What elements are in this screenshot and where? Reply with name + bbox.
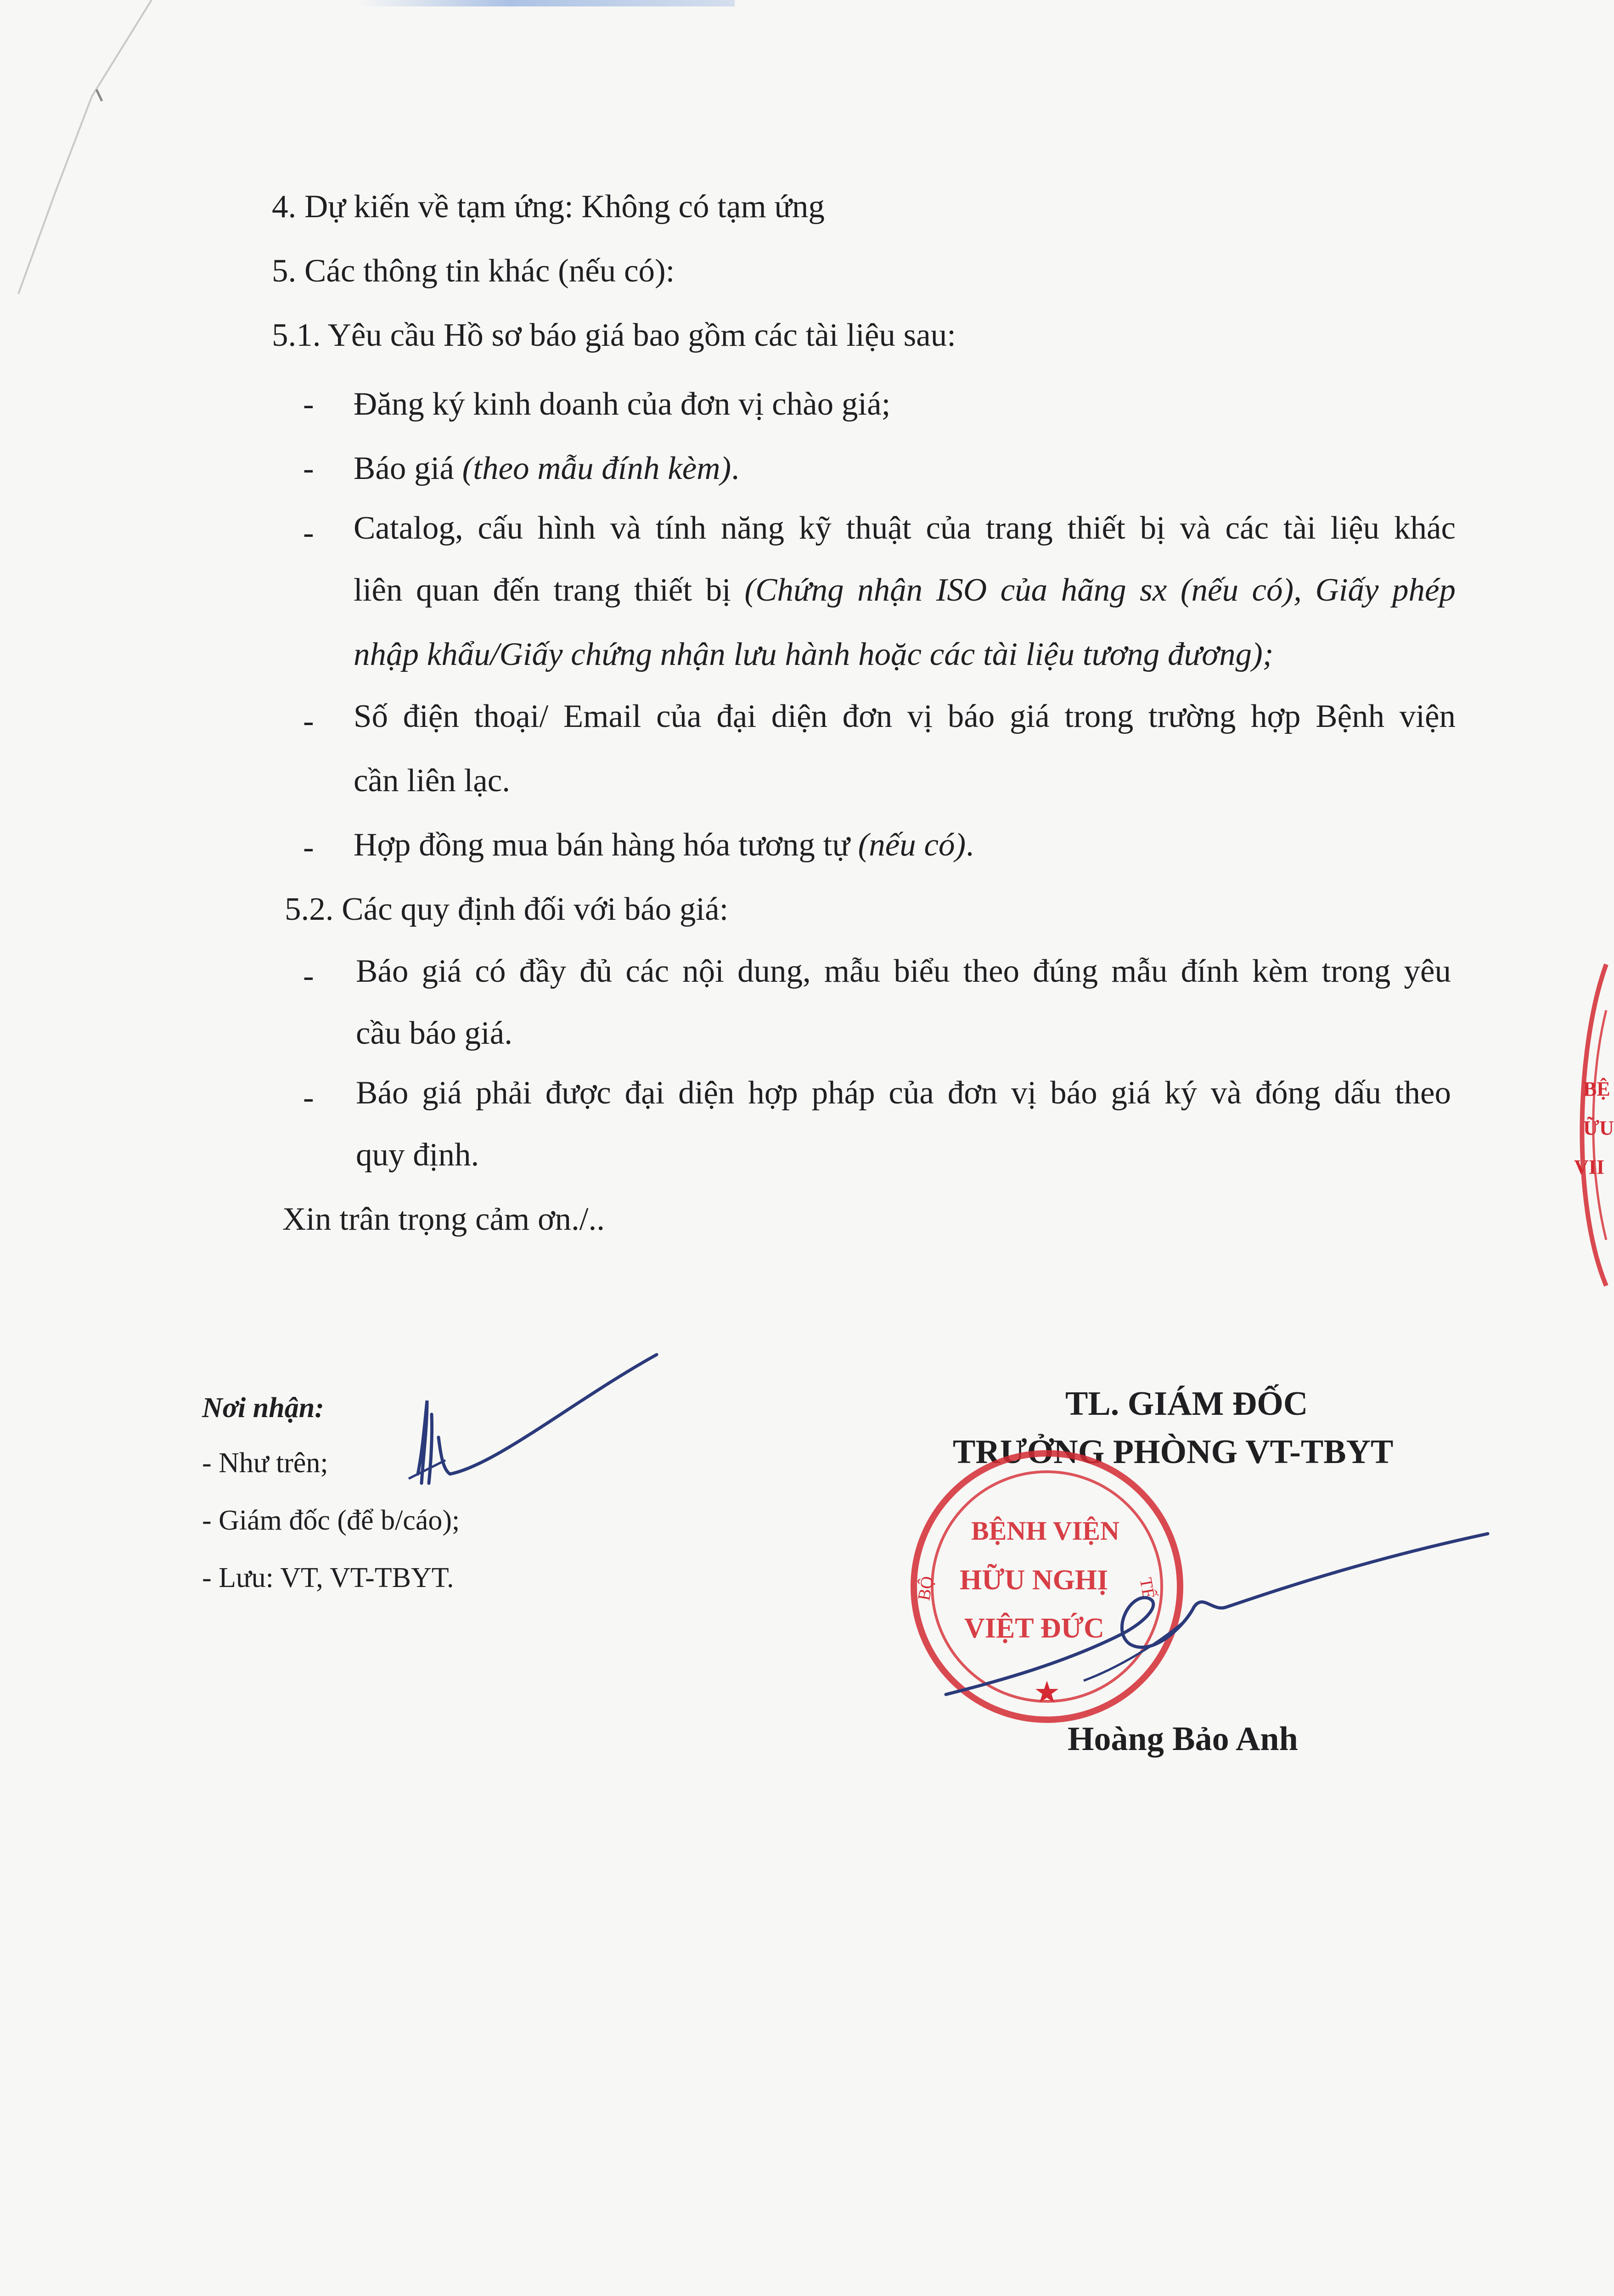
signatory-name: Hoàng Bảo Anh <box>1068 1720 1298 1758</box>
recipient-item: - Lưu: VT, VT-TBYT. <box>202 1562 454 1593</box>
list-item-italic: (Chứng nhận ISO của hãng sx (nếu có), Giấy phép <box>744 572 1456 608</box>
list-item-line <box>354 574 1456 607</box>
list-item-text: liên quan đến trang thiết bị <box>354 572 745 608</box>
list-item-line: cầu báo giá. <box>356 1015 513 1051</box>
signatory-position: TRƯỞNG PHÒNG VT-TBYT <box>953 1433 1394 1471</box>
list-item-line: Báo giá có đầy đủ các nội dung, mẫu biểu theo đúng mẫu đính kèm trong yêu <box>356 953 1451 989</box>
item-5-1: 5.1. Yêu cầu Hồ sơ báo giá bao gồm các tài liệu sau: <box>272 317 956 353</box>
item-4: 4. Dự kiến về tạm ứng: Không có tạm ứng <box>272 189 825 225</box>
list-item-end: . <box>966 827 974 863</box>
bullet-dash: - <box>303 703 314 739</box>
list-item-italic: nhập khẩu/Giấy chứng nhận lưu hành hoặc các tài liệu tương đương); <box>354 636 1274 672</box>
scan-edge-mark <box>358 0 735 6</box>
list-item-italic: (nếu có) <box>858 827 966 863</box>
list-item-text: Hợp đồng mua bán hàng hóa tương tự <box>354 827 858 863</box>
bullet-dash: - <box>303 450 314 486</box>
stamp-text: BỆNH VIỆN <box>971 1516 1119 1546</box>
stamp-text: HỮU NGHỊ <box>960 1564 1108 1596</box>
closing-text: Xin trân trọng cảm ơn./.. <box>282 1201 605 1237</box>
list-item-line <box>354 638 1273 671</box>
list-item-line: Catalog, cấu hình và tính năng kỹ thuật của trang thiết bị và các tài liệu khác <box>354 510 1456 546</box>
list-item-end: . <box>731 450 739 486</box>
list-item <box>354 452 739 485</box>
paper-crease <box>0 0 156 321</box>
bullet-dash: - <box>303 1080 314 1115</box>
recipients-title: Nơi nhận: <box>202 1392 324 1424</box>
recipient-item: - Như trên; <box>202 1447 328 1479</box>
item-5: 5. Các thông tin khác (nếu có): <box>272 253 675 289</box>
list-item-line: cần liên lạc. <box>354 763 510 799</box>
list-item-line: Báo giá phải được đại diện hợp pháp của đơn vị báo giá ký và đóng dấu theo <box>356 1075 1451 1111</box>
partial-edge-stamp <box>1549 955 1614 1295</box>
bullet-dash: - <box>303 829 314 865</box>
recipient-item: - Giám đốc (để b/cáo); <box>202 1505 460 1536</box>
signatory-title: TL. GIÁM ĐỐC <box>1065 1385 1308 1423</box>
stamp-text: BỆ <box>1583 1078 1610 1100</box>
list-item-text: Báo giá <box>354 450 462 486</box>
stamp-text: ỮU <box>1583 1117 1614 1139</box>
stamp-text: VII <box>1574 1156 1605 1178</box>
stamp-text: VIỆT ĐỨC <box>964 1613 1104 1644</box>
list-item-line: Số điện thoại/ Email của đại diện đơn vị báo giá trong trường hợp Bệnh viện <box>354 698 1456 734</box>
bullet-dash: - <box>303 386 314 422</box>
stamp-edge-text: BỘ <box>914 1575 938 1602</box>
bullet-dash: - <box>303 515 314 551</box>
item-5-2: 5.2. Các quy định đối với báo giá: <box>285 891 729 927</box>
stamp-edge-text: TẾ <box>1136 1576 1158 1601</box>
bullet-dash: - <box>303 958 314 994</box>
list-item-line: quy định. <box>356 1137 479 1173</box>
list-item <box>354 829 974 861</box>
initial-signature <box>381 1345 666 1511</box>
director-signature <box>946 1529 1515 1713</box>
list-item-italic: (theo mẫu đính kèm) <box>462 450 731 486</box>
list-item: Đăng ký kinh doanh của đơn vị chào giá; <box>354 386 891 422</box>
